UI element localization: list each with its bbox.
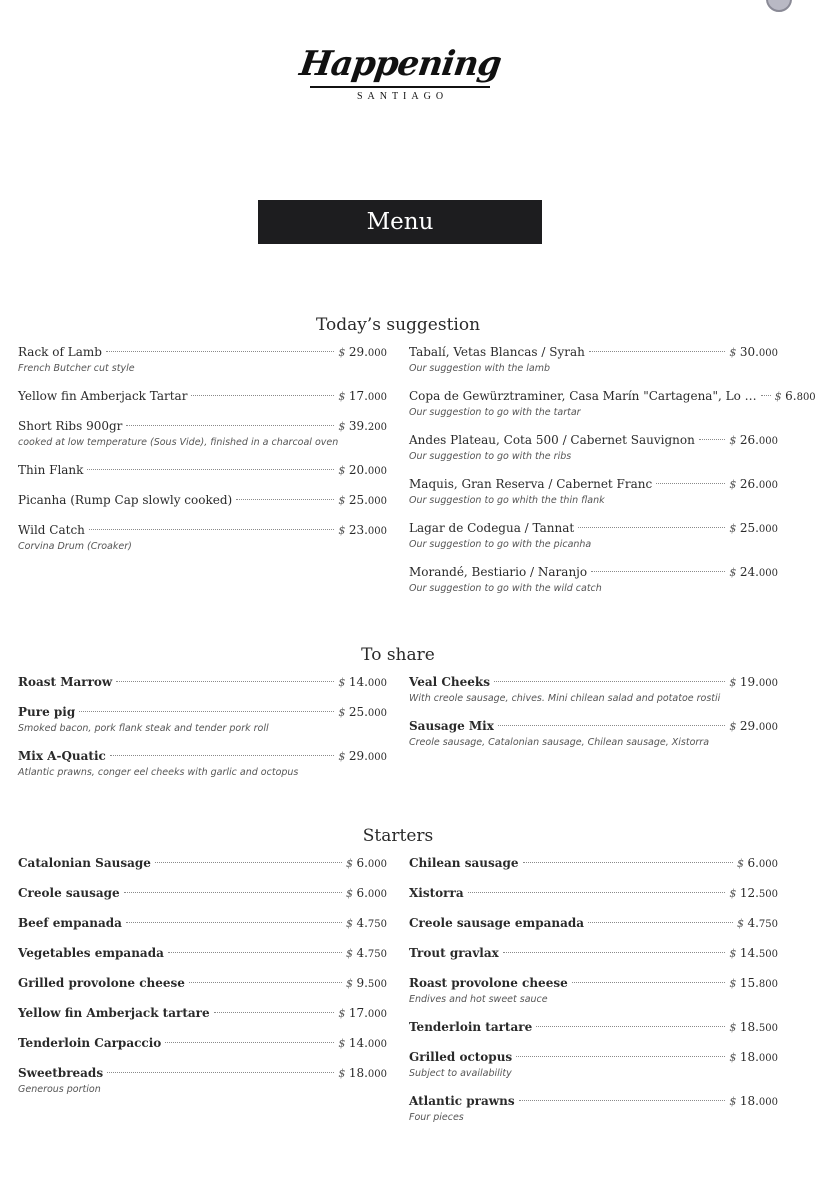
- price-main: 39.: [348, 419, 368, 433]
- menu-item-row: [18, 460, 387, 480]
- price-currency: $: [338, 706, 349, 719]
- menu-item: [409, 716, 778, 750]
- menu-item-price: [729, 430, 778, 452]
- price-currency: $: [729, 977, 740, 990]
- price-thousands: 000: [367, 1009, 387, 1020]
- menu-item-row: [409, 913, 778, 933]
- section-title: To share: [361, 645, 435, 665]
- dotted-leader: [536, 1026, 725, 1027]
- price-currency: $: [338, 1007, 349, 1020]
- price-main: 17.: [348, 1006, 368, 1020]
- price-main: 12.: [739, 886, 759, 900]
- menu-item-row: [18, 883, 387, 903]
- menu-item-price: [729, 474, 778, 496]
- price-thousands: 800: [796, 392, 816, 403]
- dotted-leader: [189, 982, 342, 983]
- menu-item-price: [729, 716, 778, 738]
- menu-item-row: [409, 1017, 778, 1037]
- logo-divider: [310, 86, 490, 88]
- menu-item-name: Grilled provolone cheese: [18, 976, 185, 990]
- price-currency: $: [345, 917, 357, 930]
- dotted-leader: [155, 862, 342, 863]
- menu-item-row: [18, 520, 387, 540]
- dotted-leader: [516, 1056, 725, 1057]
- price-main: 25.: [739, 521, 759, 535]
- menu-item-price: [729, 1047, 778, 1069]
- menu-item: [409, 883, 778, 903]
- menu-item-row: [409, 943, 778, 963]
- menu-item-price: [338, 416, 387, 438]
- menu-item-row: [18, 1033, 387, 1053]
- menu-item-name: Maquis, Gran Reserva / Cabernet Franc: [409, 477, 653, 491]
- dotted-leader: [236, 499, 334, 500]
- price-thousands: 750: [367, 949, 387, 960]
- price-main: 18.: [739, 1050, 759, 1064]
- menu-item: [409, 1091, 778, 1125]
- price-currency: $: [729, 522, 740, 535]
- menu-column-right: [409, 853, 778, 1135]
- menu-item: [18, 883, 387, 903]
- menu-item-price: [338, 386, 387, 408]
- menu-item-price: [338, 1033, 387, 1055]
- menu-item: [18, 853, 387, 873]
- menu-item-price: [737, 913, 778, 935]
- price-thousands: 000: [367, 466, 387, 477]
- menu-item-name: Mix A-Quatic: [18, 749, 106, 763]
- price-currency: $: [345, 977, 357, 990]
- menu-item-price: [729, 943, 778, 965]
- menu-item-price: [338, 342, 387, 364]
- price-thousands: 200: [367, 422, 387, 433]
- menu-item-description: Smoked bacon, pork flank steak and tender pork roll: [18, 723, 269, 734]
- menu-item: [409, 973, 778, 1007]
- menu-item-name: Roast Marrow: [18, 675, 113, 689]
- menu-item-name: Yellow fin Amberjack tartare: [18, 1006, 210, 1020]
- menu-item-name: Andes Plateau, Cota 500 / Cabernet Sauvignon: [409, 433, 695, 447]
- dotted-leader: [89, 529, 334, 530]
- price-main: 18.: [739, 1094, 759, 1108]
- price-main: 26.: [739, 477, 759, 491]
- price-thousands: 000: [758, 678, 778, 689]
- price-main: 25.: [348, 493, 368, 507]
- price-main: 30.: [739, 345, 759, 359]
- price-currency: $: [729, 947, 740, 960]
- menu-item-name: Creole sausage empanada: [409, 916, 585, 930]
- menu-column-right: [409, 672, 778, 760]
- menu-item-row: [409, 672, 778, 692]
- dotted-leader: [498, 725, 725, 726]
- menu-item-price: [338, 520, 387, 542]
- menu-title-banner: Menu: [258, 200, 542, 244]
- price-thousands: 000: [758, 859, 778, 870]
- menu-item-name: Thin Flank: [18, 463, 84, 477]
- price-main: 6.: [356, 886, 368, 900]
- menu-item-price: [729, 1091, 778, 1113]
- price-thousands: 500: [758, 889, 778, 900]
- menu-item-price: [729, 562, 778, 584]
- menu-item-description: Creole sausage, Catalonian sausage, Chilean sausage, Xistorra: [409, 737, 710, 748]
- menu-column-right: [409, 342, 816, 606]
- menu-item-name: Beef empanada: [18, 916, 122, 930]
- price-thousands: 500: [758, 1023, 778, 1034]
- menu-item: [409, 342, 778, 376]
- price-currency: $: [338, 420, 349, 433]
- menu-item: [18, 973, 387, 993]
- price-currency: $: [736, 857, 748, 870]
- price-main: 4.: [356, 946, 368, 960]
- menu-item-description: Our suggestion to go with the picanha: [409, 539, 592, 550]
- price-currency: $: [338, 464, 349, 477]
- menu-item-price: [775, 386, 816, 408]
- brand-logo: [0, 44, 800, 102]
- price-thousands: 000: [367, 859, 387, 870]
- menu-item-price: [338, 702, 387, 724]
- price-currency: $: [729, 1051, 740, 1064]
- price-currency: $: [338, 1067, 349, 1080]
- menu-item-name: Pure pig: [18, 705, 76, 719]
- price-thousands: 000: [367, 392, 387, 403]
- menu-item-description: Our suggestion to go with the ribs: [409, 451, 572, 462]
- menu-column-left: [18, 342, 387, 564]
- price-thousands: 000: [367, 1039, 387, 1050]
- price-thousands: 000: [758, 348, 778, 359]
- menu-item-row: [409, 883, 778, 903]
- dotted-leader: [110, 755, 334, 756]
- section-title: Starters: [362, 826, 434, 846]
- menu-item-name: Sweetbreads: [18, 1066, 104, 1080]
- price-main: 14.: [348, 1036, 368, 1050]
- menu-item-name: Tenderloin Carpaccio: [18, 1036, 162, 1050]
- menu-item-name: Xistorra: [409, 886, 464, 900]
- menu-item-price: [729, 1017, 778, 1039]
- menu-item: [18, 342, 387, 376]
- dotted-leader: [523, 862, 733, 863]
- price-thousands: 000: [367, 678, 387, 689]
- price-currency: $: [338, 1037, 349, 1050]
- price-thousands: 000: [758, 480, 778, 491]
- menu-item-row: [18, 973, 387, 993]
- menu-item: [18, 460, 387, 480]
- menu-item-name: Creole sausage: [18, 886, 120, 900]
- menu-item: [18, 520, 387, 554]
- price-currency: $: [729, 346, 740, 359]
- menu-item-price: [346, 883, 387, 905]
- menu-item-description: With creole sausage, chives. Mini chilean salad and potatoe rostii: [409, 693, 721, 704]
- menu-item-row: [409, 853, 778, 873]
- price-main: 14.: [348, 675, 368, 689]
- price-main: 23.: [348, 523, 368, 537]
- menu-item: [409, 518, 778, 552]
- menu-item-name: Grilled octopus: [409, 1050, 513, 1064]
- menu-item-name: Tenderloin tartare: [409, 1020, 533, 1034]
- menu-item-name: Morandé, Bestiario / Naranjo: [409, 565, 588, 579]
- menu-item-price: [729, 342, 778, 364]
- menu-item-description: Our suggestion to go whith the thin flank: [409, 495, 605, 506]
- menu-item-price: [338, 1003, 387, 1025]
- menu-item-row: [18, 386, 387, 406]
- menu-item-row: [409, 716, 778, 736]
- menu-item: [409, 1047, 778, 1081]
- menu-item-row: [18, 853, 387, 873]
- menu-item-row: [18, 490, 387, 510]
- menu-item-row: [18, 1003, 387, 1023]
- price-currency: $: [729, 478, 740, 491]
- menu-item-row: [409, 430, 778, 450]
- menu-item-name: Rack of Lamb: [18, 345, 102, 359]
- price-main: 6.: [356, 856, 368, 870]
- price-main: 9.: [356, 976, 368, 990]
- menu-item-name: Yellow fin Amberjack Tartar: [18, 389, 188, 403]
- menu-section: [18, 825, 778, 1123]
- price-thousands: 800: [758, 979, 778, 990]
- section-title: Today’s suggestion: [315, 315, 481, 335]
- dotted-leader: [591, 571, 725, 572]
- menu-item: [18, 490, 387, 510]
- menu-item: [18, 1063, 387, 1097]
- price-thousands: 000: [758, 1053, 778, 1064]
- menu-item-description: Generous portion: [18, 1084, 101, 1095]
- menu-item-row: [409, 518, 778, 538]
- dotted-leader: [126, 425, 334, 426]
- menu-item: [409, 562, 778, 596]
- dotted-leader: [699, 439, 725, 440]
- price-main: 24.: [739, 565, 759, 579]
- dotted-leader: [126, 922, 342, 923]
- menu-item-description: Corvina Drum (Croaker): [18, 541, 132, 552]
- price-currency: $: [729, 1021, 740, 1034]
- price-currency: $: [774, 390, 786, 403]
- menu-column-left: [18, 672, 387, 790]
- menu-item-name: Chilean sausage: [409, 856, 519, 870]
- menu-item-row: [18, 943, 387, 963]
- dotted-leader: [214, 1012, 335, 1013]
- menu-item: [409, 913, 778, 933]
- menu-item-price: [729, 672, 778, 694]
- price-currency: $: [345, 887, 357, 900]
- menu-item-description: Endives and hot sweet sauce: [409, 994, 548, 1005]
- price-main: 4.: [356, 916, 368, 930]
- price-currency: $: [736, 917, 748, 930]
- price-main: 17.: [348, 389, 368, 403]
- dotted-leader: [519, 1100, 726, 1101]
- menu-item-price: [729, 973, 778, 995]
- menu-item: [18, 1003, 387, 1023]
- price-main: 26.: [739, 433, 759, 447]
- price-thousands: 000: [367, 348, 387, 359]
- brand-subtitle: SANTIAGO: [356, 91, 449, 102]
- menu-item-row: [18, 702, 387, 722]
- menu-item-price: [346, 973, 387, 995]
- dotted-leader: [116, 681, 334, 682]
- dotted-leader: [656, 483, 725, 484]
- menu-item-price: [737, 853, 778, 875]
- price-currency: $: [729, 720, 740, 733]
- menu-item-name: Trout gravlax: [409, 946, 499, 960]
- price-thousands: 000: [367, 752, 387, 763]
- menu-item-name: Catalonian Sausage: [18, 856, 151, 870]
- menu-item: [409, 853, 778, 873]
- menu-item-row: [409, 386, 816, 406]
- menu-item: [409, 1017, 778, 1037]
- price-thousands: 000: [367, 526, 387, 537]
- price-main: 29.: [348, 345, 368, 359]
- menu-item-name: Roast provolone cheese: [409, 976, 568, 990]
- menu-item-name: Atlantic prawns: [409, 1094, 515, 1108]
- menu-item-price: [346, 913, 387, 935]
- menu-item-price: [729, 518, 778, 540]
- price-main: 15.: [739, 976, 759, 990]
- menu-item-price: [729, 883, 778, 905]
- menu-item-name: Tabalí, Vetas Blancas / Syrah: [409, 345, 585, 359]
- dotted-leader: [503, 952, 726, 953]
- price-currency: $: [338, 390, 349, 403]
- menu-item-name: Vegetables empanada: [18, 946, 164, 960]
- menu-item-row: [18, 342, 387, 362]
- menu-item-price: [346, 853, 387, 875]
- menu-item-row: [18, 1063, 387, 1083]
- price-currency: $: [338, 494, 349, 507]
- price-main: 19.: [739, 675, 759, 689]
- price-thousands: 000: [367, 1069, 387, 1080]
- menu-item-name: Copa de Gewürztraminer, Casa Marín "Cartagena", Lo …: [409, 389, 757, 403]
- dotted-leader: [106, 351, 334, 352]
- price-currency: $: [338, 750, 349, 763]
- dotted-leader: [165, 1042, 334, 1043]
- price-currency: $: [729, 887, 740, 900]
- menu-item: [18, 913, 387, 933]
- menu-item: [409, 672, 778, 706]
- dotted-leader: [572, 982, 726, 983]
- corner-badge: [766, 0, 792, 12]
- price-currency: $: [729, 566, 740, 579]
- menu-item-row: [409, 474, 778, 494]
- price-thousands: 000: [367, 708, 387, 719]
- price-main: 25.: [348, 705, 368, 719]
- dotted-leader: [578, 527, 725, 528]
- menu-item: [18, 1033, 387, 1053]
- menu-item-row: [409, 562, 778, 582]
- menu-section: [18, 644, 778, 778]
- menu-item-description: Our suggestion to go with the wild catch: [409, 583, 602, 594]
- price-main: 6.: [747, 856, 759, 870]
- menu-column-left: [18, 853, 387, 1107]
- price-main: 4.: [747, 916, 759, 930]
- price-thousands: 000: [758, 436, 778, 447]
- menu-item-description: cooked at low temperature (Sous Vide), finished in a charcoal oven: [18, 437, 339, 448]
- menu-item-price: [346, 943, 387, 965]
- menu-item-name: Short Ribs 900gr: [18, 419, 123, 433]
- brand-name: Happening: [296, 44, 504, 84]
- menu-item-row: [409, 342, 778, 362]
- menu-item: [18, 672, 387, 692]
- dotted-leader: [191, 395, 334, 396]
- menu-item-row: [409, 973, 778, 993]
- dotted-leader: [589, 351, 725, 352]
- menu-item-description: Four pieces: [409, 1112, 464, 1123]
- dotted-leader: [588, 922, 733, 923]
- menu-item-name: Wild Catch: [18, 523, 85, 537]
- price-currency: $: [338, 524, 349, 537]
- price-thousands: 500: [367, 979, 387, 990]
- price-thousands: 500: [758, 949, 778, 960]
- menu-item-description: Our suggestion with the lamb: [409, 363, 550, 374]
- menu-item-price: [338, 746, 387, 768]
- dotted-leader: [468, 892, 726, 893]
- price-thousands: 000: [758, 524, 778, 535]
- price-currency: $: [345, 857, 357, 870]
- menu-item-row: [18, 672, 387, 692]
- menu-item-name: Picanha (Rump Cap slowly cooked): [18, 493, 233, 507]
- dotted-leader: [79, 711, 334, 712]
- price-main: 29.: [348, 749, 368, 763]
- price-currency: $: [729, 676, 740, 689]
- menu-item-description: French Butcher cut style: [18, 363, 135, 374]
- price-main: 18.: [739, 1020, 759, 1034]
- menu-item: [18, 943, 387, 963]
- menu-item-description: Subject to availability: [409, 1068, 512, 1079]
- dotted-leader: [761, 395, 771, 396]
- price-thousands: 000: [758, 722, 778, 733]
- dotted-leader: [124, 892, 342, 893]
- price-thousands: 000: [758, 1097, 778, 1108]
- menu-item-row: [18, 416, 387, 436]
- price-thousands: 000: [367, 496, 387, 507]
- menu-item-row: [18, 746, 387, 766]
- price-thousands: 750: [758, 919, 778, 930]
- menu-item-description: Our suggestion to go with the tartar: [409, 407, 581, 418]
- price-main: 18.: [348, 1066, 368, 1080]
- price-currency: $: [345, 947, 357, 960]
- menu-item: [409, 474, 778, 508]
- menu-item-name: Lagar de Codegua / Tannat: [409, 521, 575, 535]
- menu-item-name: Sausage Mix: [409, 719, 494, 733]
- price-main: 29.: [739, 719, 759, 733]
- menu-item-row: [409, 1047, 778, 1067]
- price-main: 14.: [739, 946, 759, 960]
- dotted-leader: [494, 681, 725, 682]
- menu-item: [18, 746, 387, 780]
- menu-item: [18, 702, 387, 736]
- menu-item-row: [18, 913, 387, 933]
- menu-item: [409, 386, 816, 420]
- price-thousands: 000: [758, 568, 778, 579]
- price-currency: $: [729, 1095, 740, 1108]
- price-thousands: 750: [367, 919, 387, 930]
- dotted-leader: [168, 952, 342, 953]
- price-currency: $: [338, 346, 349, 359]
- menu-item: [409, 943, 778, 963]
- menu-item-price: [338, 1063, 387, 1085]
- menu-section: [18, 314, 816, 594]
- menu-item: [18, 416, 387, 450]
- menu-item-price: [338, 672, 387, 694]
- price-main: 20.: [348, 463, 368, 477]
- menu-item: [409, 430, 778, 464]
- dotted-leader: [87, 469, 334, 470]
- price-thousands: 000: [367, 889, 387, 900]
- menu-item-name: Veal Cheeks: [409, 675, 490, 689]
- menu-item-price: [338, 490, 387, 512]
- price-currency: $: [729, 434, 740, 447]
- menu-item-row: [409, 1091, 778, 1111]
- menu-item: [18, 386, 387, 406]
- price-main: 6.: [785, 389, 797, 403]
- menu-item-price: [338, 460, 387, 482]
- dotted-leader: [107, 1072, 334, 1073]
- price-currency: $: [338, 676, 349, 689]
- menu-item-description: Atlantic prawns, conger eel cheeks with garlic and octopus: [18, 767, 299, 778]
